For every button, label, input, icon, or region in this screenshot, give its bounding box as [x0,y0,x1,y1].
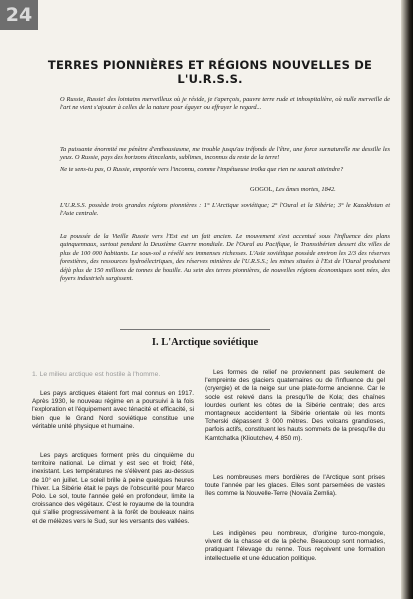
epigraph-paragraph-3: Ne te sens-tu pas, O Russie, emportée vers l'inconnu, comme l'impétueuse troïka que rien ne saurait atteindre? [60,166,344,173]
left-column-paragraph-1: Les pays arctiques étaient fort mal connus en 1917. Après 1930, le nouveau régime en a poursuivi à la fois l'exploration et l'équipement avec ténacité et efficacité, si bien que le Grand Nord soviétique constitue une véritable unité physique et humaine. [32,390,194,430]
epigraph-paragraph-2: Ta puissante énormité me pénètre d'enthousiasme, me trouble jusqu'au tréfonds de l'être, une force surnaturelle me dessille les yeux. O Russie, pays des horizons étincelants, sublimes, inconnus du reste de la terre! [60,146,390,162]
section-title: I. L'Arctique soviétique [151,337,259,348]
intro-paragraph-1: L'U.R.S.S. possède trois grandes régions pionnières : 1° L'Arctique soviétique; 2° l'Oural et la Sibérie; 3° le Kazakhstan et l'Asie centrale. [60,202,390,218]
epigraph-source: Les âmes mortes, 1842. [275,186,336,193]
epigraph-paragraph-1: O Russie, Russie! des lointains merveilleux où je réside, je t'aperçois, pauvre terre rude et inhospitalière, où nulle merveille de l'art ne vient s'ajouter à celles de la nature pour égayer ou effrayer le regard... [60,96,390,112]
book-binding-edge [401,0,413,599]
epigraph-attribution [250,186,336,193]
right-column-paragraph-2: Les nombreuses mers bordières de l'Arctique sont prises toute l'année par les glaces. Elles sont parsemées de vastes îles comme la Nouvelle-Terre (Novaïa Zemlia). [205,474,385,498]
chapter-title: TERRES PIONNIÈRES ET RÉGIONS NOUVELLES DE L'U.R.S.S. [47,58,373,86]
epigraph-author: GOGOL, [250,186,274,193]
right-column-paragraph-3: Les indigènes peu nombreux, d'origine turco-mongole, vivent de la chasse et de la pêche. Beaucoup sont nomades, pratiquant l'élevage du renne. Tous reçoivent une formation intellectuelle et une éducation politique. [205,530,385,562]
subsection-heading: 1. Le milieu arctique est hostile à l'homme. [32,371,161,378]
left-column-paragraph-2: Les pays arctiques forment près du cinquième du territoire national. Le climat y est sec et froid; l'été, inexistant. Les températures ne s'élèvent pas au-dessus de 10° en juillet. Le soleil brille à peine quelques heures l'hiver. La Sibérie était le pays de l'obscurité pour Marco Polo. Le sol, toute l'année gelé en profondeur, limite la croissance des végétaux. C'est le royaume de la toundra qui s'allie progressivement à la forêt de bouleaux nains et de mélèzes vers le Sud, sur les versants des vallées. [32,452,194,525]
right-column-paragraph-1: Les formes de relief ne proviennent pas seulement de l'empreinte des glaciers quaternaires ou de l'influence du gel (cryergie) et de la neige sur une plate-forme ancienne. Car le socle est relevé dans la presqu'île de Kola; des chaînes lourdes ourlent les côtes de la Sibérie centrale; des arcs montagneux accidentent la Sibérie orientale où les monts Tcherski dépassent 3 000 mètres. Des volcans grandioses, parfois actifs, constituent les hauts sommets de la presqu'île du Kamtchatka (Klioutchev, 4 850 m). [205,369,385,442]
page-number: 24 [0,0,38,30]
intro-paragraph-2: La poussée de la Vieille Russie vers l'Est est un fait ancien. Le mouvement s'est accentué sous l'influence des plans quinquennaux, surtout pendant la Deuxième Guerre mondiale. De l'Oural au Pacifique, le Transsibérien dessert dix villes de plus de 100 000 habitants. Le sous-sol a révélé ses immenses richesses. L'Asie soviétique possède environ les 2/3 des réserves forestières, des ressources hydroélectriques, des réserves minières de l'U.R.S.S.; les mines situées à l'Est de l'Oural produisent déjà plus de 150 millions de tonnes de houille. Au sein des terres pionnières, de nouvelles régions économiques sont nées, des foyers industriels surgissent. [60,233,390,283]
section-divider [120,329,270,330]
